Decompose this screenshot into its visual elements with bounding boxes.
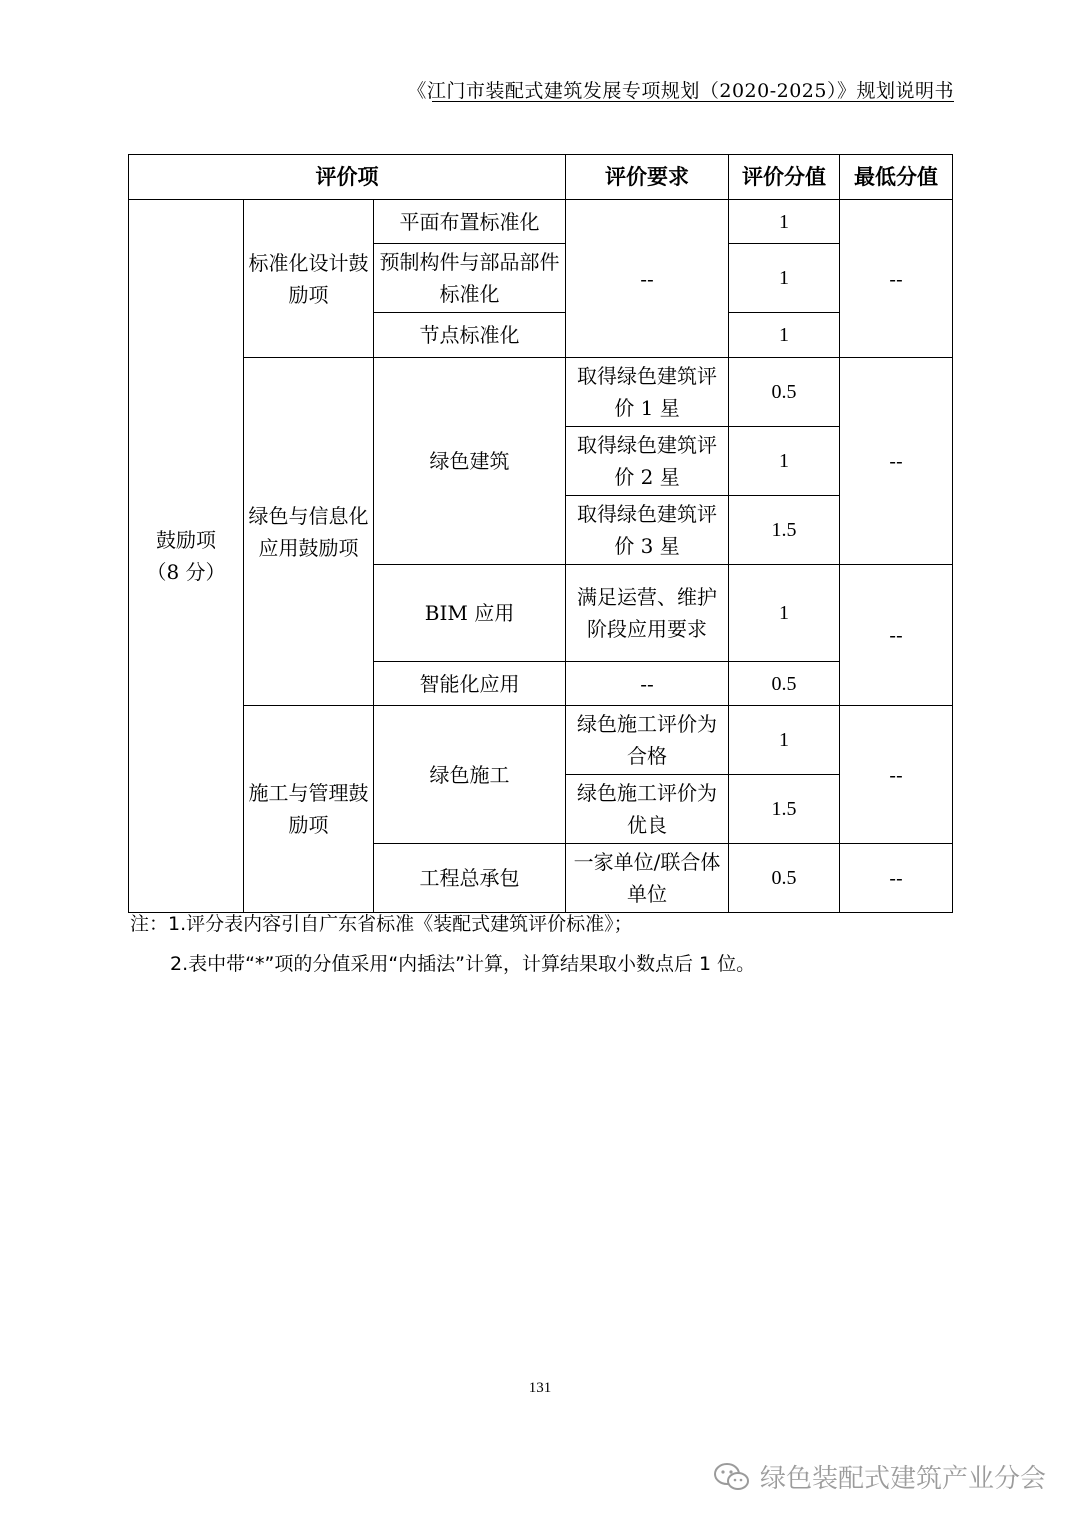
min-score-cell: --	[840, 200, 953, 358]
note-line-2: 2.表中带“*”项的分值采用“内插法”计算，计算结果取小数点后 1 位。	[170, 953, 756, 975]
category-name: 鼓励项	[156, 528, 216, 552]
score-cell: 1	[729, 200, 840, 244]
group-name: 绿色与信息化应用鼓励项	[244, 358, 374, 706]
score-cell: 1.5	[729, 775, 840, 844]
min-score-cell: --	[840, 358, 953, 565]
score-cell: 1	[729, 427, 840, 496]
requirement-cell: 绿色施工评价为优良	[566, 775, 729, 844]
item-cell: 智能化应用	[374, 662, 566, 706]
requirement-cell: 取得绿色建筑评价 3 星	[566, 496, 729, 565]
category-cell	[129, 200, 244, 913]
item-cell: 绿色施工	[374, 706, 566, 844]
note-line-1: 注：1.评分表内容引自广东省标准《装配式建筑评价标准》；	[130, 913, 633, 935]
header-min-score: 最低分值	[840, 155, 953, 200]
watermark-text: 绿色装配式建筑产业分会	[759, 1464, 1046, 1494]
group-name: 施工与管理鼓励项	[244, 706, 374, 913]
requirement-cell: --	[566, 662, 729, 706]
score-cell: 1	[729, 565, 840, 662]
table-header-row	[129, 155, 953, 200]
item-cell: 绿色建筑	[374, 358, 566, 565]
item-cell: 预制构件与部品部件标准化	[374, 244, 566, 313]
header-score: 评价分值	[729, 155, 840, 200]
table-row	[129, 706, 953, 775]
header-requirement: 评价要求	[566, 155, 729, 200]
item-cell: 平面布置标准化	[374, 200, 566, 244]
table-row	[129, 358, 953, 427]
min-score-cell: --	[840, 706, 953, 844]
score-cell: 1	[729, 244, 840, 313]
requirement-cell: 取得绿色建筑评价 1 星	[566, 358, 729, 427]
min-score-cell: --	[840, 844, 953, 913]
score-cell: 0.5	[729, 844, 840, 913]
running-header: 《江门市装配式建筑发展专项规划（2020-2025）》规划说明书	[407, 80, 954, 102]
min-score-cell: --	[840, 565, 953, 706]
header-item: 评价项	[129, 155, 566, 200]
watermark	[712, 1458, 1046, 1495]
item-cell: BIM 应用	[374, 565, 566, 662]
item-cell: 工程总承包	[374, 844, 566, 913]
requirement-cell: 一家单位/联合体单位	[566, 844, 729, 913]
requirement-cell: --	[566, 200, 729, 358]
category-points: （8 分）	[146, 560, 226, 584]
item-cell: 节点标准化	[374, 313, 566, 358]
table-row	[129, 200, 953, 244]
page-number: 131	[528, 1380, 552, 1396]
requirement-cell: 满足运营、维护阶段应用要求	[566, 565, 729, 662]
requirement-cell: 取得绿色建筑评价 2 星	[566, 427, 729, 496]
group-name: 标准化设计鼓励项	[244, 200, 374, 358]
header-rule	[432, 101, 954, 102]
score-cell: 1	[729, 313, 840, 358]
score-cell: 0.5	[729, 358, 840, 427]
wechat-icon	[712, 1461, 752, 1493]
evaluation-table	[128, 154, 953, 913]
score-cell: 0.5	[729, 662, 840, 706]
score-cell: 1.5	[729, 496, 840, 565]
requirement-cell: 绿色施工评价为合格	[566, 706, 729, 775]
table-notes	[130, 904, 755, 984]
score-cell: 1	[729, 706, 840, 775]
